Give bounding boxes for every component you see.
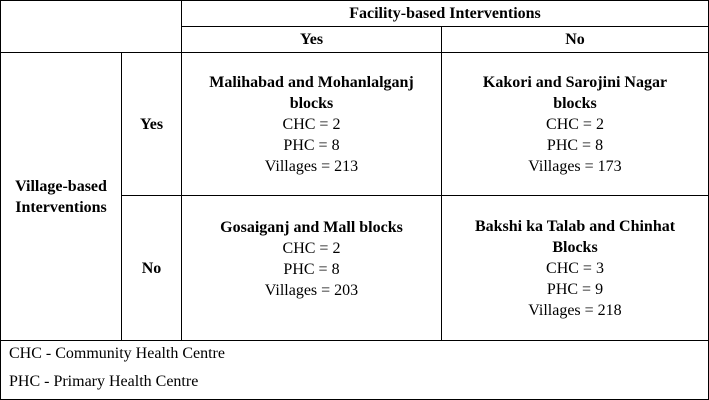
cell-title-cont: blocks xyxy=(289,94,334,112)
cell-title: Gosaiganj and Mall blocks xyxy=(220,219,403,236)
cell-title: Kakori and Sarojini Nagar xyxy=(482,73,668,91)
villages-count: Villages = 173 xyxy=(528,157,622,175)
phc-count: PHC = 8 xyxy=(283,261,340,278)
cell-title-cont: blocks xyxy=(553,94,597,112)
cell-title: Bakshi ka Talab and Chinhat xyxy=(474,217,676,235)
village-header-line2: Interventions xyxy=(15,198,107,216)
village-header-line1: Village-based xyxy=(15,177,107,195)
chc-count: CHC = 3 xyxy=(546,259,604,277)
facility-no-text: No xyxy=(565,31,585,48)
cell-village-yes-facility-yes xyxy=(182,53,441,195)
phc-count: PHC = 8 xyxy=(546,136,604,154)
chc-count: CHC = 2 xyxy=(546,115,604,133)
village-header xyxy=(1,53,121,340)
village-no-text: No xyxy=(141,259,162,277)
chc-count: CHC = 2 xyxy=(282,115,341,133)
villages-count: Villages = 213 xyxy=(264,157,359,175)
village-yes-header xyxy=(122,53,181,195)
villages-count: Villages = 218 xyxy=(528,301,622,319)
chc-count: CHC = 2 xyxy=(282,240,341,257)
cell-village-no-facility-no xyxy=(442,196,708,340)
village-yes-text: Yes xyxy=(139,115,164,133)
facility-no-header xyxy=(442,27,708,52)
facility-yes-header xyxy=(182,27,441,52)
phc-count: PHC = 8 xyxy=(283,136,340,154)
phc-count: PHC = 9 xyxy=(546,280,604,298)
cell-village-no-facility-yes xyxy=(182,196,441,340)
cell-title: Malihabad and Mohanlalganj xyxy=(209,73,414,91)
facility-yes-text: Yes xyxy=(299,31,324,48)
village-no-header xyxy=(122,196,181,340)
villages-count: Villages = 203 xyxy=(264,282,359,299)
footnote-chc: CHC - Community Health Centre xyxy=(9,345,225,362)
facility-header-text: Facility-based Interventions xyxy=(349,5,541,22)
cell-title-cont: Blocks xyxy=(552,238,598,256)
footnote-phc: PHC - Primary Health Centre xyxy=(9,373,199,390)
facility-header xyxy=(182,1,708,26)
rule-body-bottom xyxy=(0,340,709,341)
cell-village-yes-facility-no xyxy=(442,53,708,195)
